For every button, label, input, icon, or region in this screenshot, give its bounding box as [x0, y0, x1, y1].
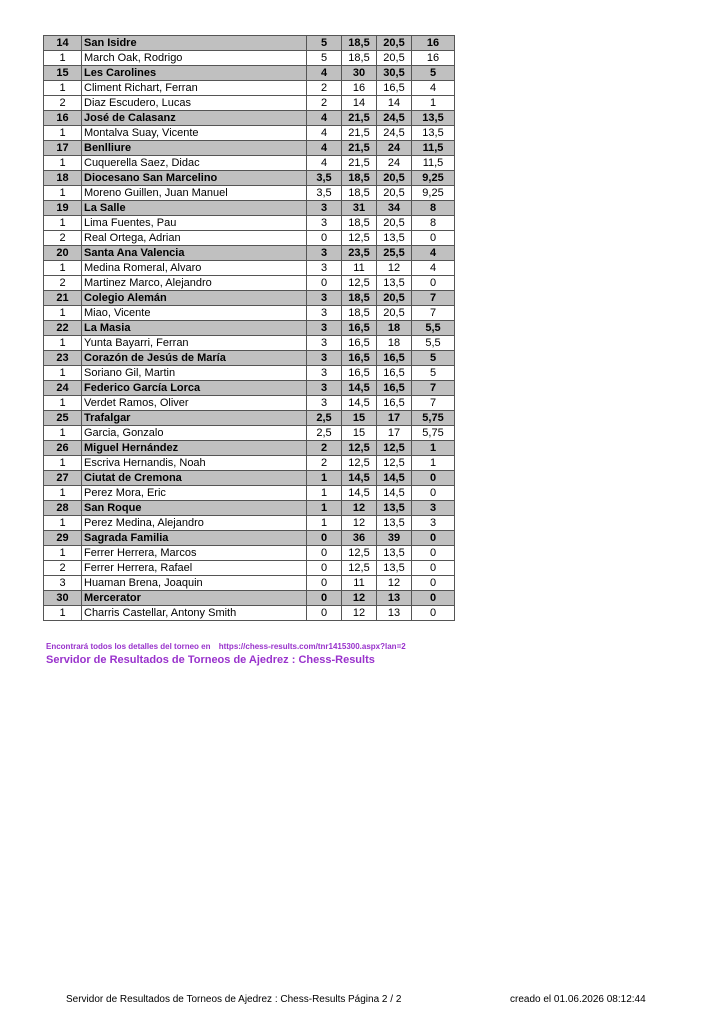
- team-row: [44, 246, 455, 261]
- tiebreak1-cell: 12,5: [342, 546, 377, 561]
- tiebreak1-cell: 21,5: [342, 126, 377, 141]
- tiebreak3-cell: 1: [412, 441, 455, 456]
- name-cell: March Oak, Rodrigo: [82, 51, 307, 66]
- details-text: Encontrará todos los detalles del torneo en: [46, 642, 211, 651]
- points-cell: 2,5: [307, 411, 342, 426]
- tiebreak2-cell: 17: [377, 411, 412, 426]
- tiebreak3-cell: 16: [412, 36, 455, 51]
- name-cell: San Isidre: [82, 36, 307, 51]
- tiebreak2-cell: 34: [377, 201, 412, 216]
- server-link[interactable]: Servidor de Resultados de Torneos de Ajedrez : Chess-Results: [46, 654, 375, 666]
- tiebreak1-cell: 14,5: [342, 396, 377, 411]
- rank-cell: 26: [44, 441, 82, 456]
- points-cell: 0: [307, 276, 342, 291]
- points-cell: 3: [307, 396, 342, 411]
- rank-cell: 2: [44, 276, 82, 291]
- name-cell: Corazón de Jesús de María: [82, 351, 307, 366]
- tiebreak1-cell: 14: [342, 96, 377, 111]
- name-cell: Huaman Brena, Joaquin: [82, 576, 307, 591]
- tiebreak3-cell: 5,5: [412, 336, 455, 351]
- rank-cell: 25: [44, 411, 82, 426]
- tiebreak3-cell: 0: [412, 531, 455, 546]
- tiebreak3-cell: 0: [412, 591, 455, 606]
- tiebreak1-cell: 18,5: [342, 51, 377, 66]
- tiebreak1-cell: 36: [342, 531, 377, 546]
- name-cell: Ferrer Herrera, Rafael: [82, 561, 307, 576]
- points-cell: 3: [307, 216, 342, 231]
- player-row: [44, 546, 455, 561]
- points-cell: 3: [307, 201, 342, 216]
- points-cell: 4: [307, 66, 342, 81]
- name-cell: Cuquerella Saez, Didac: [82, 156, 307, 171]
- points-cell: 3: [307, 306, 342, 321]
- name-cell: Ciutat de Cremona: [82, 471, 307, 486]
- points-cell: 3: [307, 246, 342, 261]
- player-row: [44, 81, 455, 96]
- tiebreak3-cell: 11,5: [412, 156, 455, 171]
- tiebreak3-cell: 13,5: [412, 126, 455, 141]
- tiebreak2-cell: 20,5: [377, 306, 412, 321]
- rank-cell: 2: [44, 561, 82, 576]
- tiebreak1-cell: 16,5: [342, 336, 377, 351]
- tiebreak2-cell: 16,5: [377, 396, 412, 411]
- tiebreak1-cell: 16: [342, 81, 377, 96]
- tiebreak2-cell: 13: [377, 591, 412, 606]
- tiebreak3-cell: 4: [412, 261, 455, 276]
- rank-cell: 18: [44, 171, 82, 186]
- tiebreak3-cell: 5,75: [412, 426, 455, 441]
- player-row: [44, 396, 455, 411]
- rank-cell: 1: [44, 516, 82, 531]
- rank-cell: 3: [44, 576, 82, 591]
- points-cell: 1: [307, 501, 342, 516]
- tiebreak2-cell: 13,5: [377, 501, 412, 516]
- points-cell: 4: [307, 141, 342, 156]
- tiebreak3-cell: 8: [412, 201, 455, 216]
- tiebreak3-cell: 7: [412, 396, 455, 411]
- rank-cell: 1: [44, 216, 82, 231]
- tiebreak3-cell: 0: [412, 471, 455, 486]
- name-cell: Trafalgar: [82, 411, 307, 426]
- tiebreak2-cell: 14,5: [377, 486, 412, 501]
- tiebreak1-cell: 16,5: [342, 351, 377, 366]
- name-cell: San Roque: [82, 501, 307, 516]
- tiebreak2-cell: 20,5: [377, 216, 412, 231]
- tiebreak3-cell: 1: [412, 456, 455, 471]
- team-row: [44, 36, 455, 51]
- tiebreak3-cell: 1: [412, 96, 455, 111]
- name-cell: Sagrada Familia: [82, 531, 307, 546]
- tiebreak2-cell: 16,5: [377, 81, 412, 96]
- tiebreak1-cell: 11: [342, 261, 377, 276]
- points-cell: 2: [307, 96, 342, 111]
- tiebreak3-cell: 0: [412, 561, 455, 576]
- tiebreak3-cell: 0: [412, 606, 455, 621]
- tiebreak3-cell: 0: [412, 231, 455, 246]
- tiebreak3-cell: 3: [412, 516, 455, 531]
- name-cell: Federico García Lorca: [82, 381, 307, 396]
- rank-cell: 20: [44, 246, 82, 261]
- tiebreak1-cell: 21,5: [342, 156, 377, 171]
- rank-cell: 1: [44, 156, 82, 171]
- tiebreak3-cell: 0: [412, 576, 455, 591]
- tiebreak1-cell: 15: [342, 426, 377, 441]
- name-cell: Lima Fuentes, Pau: [82, 216, 307, 231]
- team-row: [44, 141, 455, 156]
- tiebreak2-cell: 14,5: [377, 471, 412, 486]
- name-cell: Charris Castellar, Antony Smith: [82, 606, 307, 621]
- points-cell: 3: [307, 381, 342, 396]
- points-cell: 3: [307, 321, 342, 336]
- points-cell: 4: [307, 156, 342, 171]
- name-cell: Verdet Ramos, Oliver: [82, 396, 307, 411]
- team-row: [44, 66, 455, 81]
- name-cell: Perez Medina, Alejandro: [82, 516, 307, 531]
- tiebreak3-cell: 9,25: [412, 171, 455, 186]
- tiebreak1-cell: 18,5: [342, 186, 377, 201]
- tiebreak1-cell: 18,5: [342, 171, 377, 186]
- tiebreak1-cell: 12,5: [342, 276, 377, 291]
- points-cell: 0: [307, 231, 342, 246]
- points-cell: 0: [307, 576, 342, 591]
- team-row: [44, 201, 455, 216]
- tiebreak1-cell: 14,5: [342, 471, 377, 486]
- points-cell: 0: [307, 531, 342, 546]
- points-cell: 3: [307, 336, 342, 351]
- tiebreak3-cell: 0: [412, 276, 455, 291]
- rank-cell: 1: [44, 396, 82, 411]
- tiebreak1-cell: 12,5: [342, 456, 377, 471]
- player-row: [44, 486, 455, 501]
- points-cell: 2: [307, 441, 342, 456]
- rank-cell: 1: [44, 306, 82, 321]
- tiebreak2-cell: 24: [377, 156, 412, 171]
- team-row: [44, 111, 455, 126]
- points-cell: 0: [307, 561, 342, 576]
- rank-cell: 29: [44, 531, 82, 546]
- tiebreak2-cell: 25,5: [377, 246, 412, 261]
- points-cell: 3: [307, 261, 342, 276]
- tiebreak3-cell: 0: [412, 546, 455, 561]
- name-cell: Medina Romeral, Alvaro: [82, 261, 307, 276]
- rank-cell: 1: [44, 426, 82, 441]
- tiebreak2-cell: 20,5: [377, 51, 412, 66]
- tiebreak1-cell: 16,5: [342, 366, 377, 381]
- rank-cell: 30: [44, 591, 82, 606]
- tiebreak2-cell: 13,5: [377, 276, 412, 291]
- name-cell: Perez Mora, Eric: [82, 486, 307, 501]
- name-cell: Miao, Vicente: [82, 306, 307, 321]
- tiebreak1-cell: 21,5: [342, 141, 377, 156]
- name-cell: Climent Richart, Ferran: [82, 81, 307, 96]
- tiebreak2-cell: 16,5: [377, 381, 412, 396]
- standings-table: [43, 35, 455, 621]
- points-cell: 4: [307, 126, 342, 141]
- name-cell: Benlliure: [82, 141, 307, 156]
- name-cell: Martinez Marco, Alejandro: [82, 276, 307, 291]
- points-cell: 2: [307, 456, 342, 471]
- rank-cell: 19: [44, 201, 82, 216]
- rank-cell: 17: [44, 141, 82, 156]
- tiebreak3-cell: 16: [412, 51, 455, 66]
- tiebreak3-cell: 13,5: [412, 111, 455, 126]
- tiebreak2-cell: 13,5: [377, 546, 412, 561]
- tiebreak2-cell: 24: [377, 141, 412, 156]
- rank-cell: 1: [44, 126, 82, 141]
- name-cell: Colegio Alemán: [82, 291, 307, 306]
- player-row: [44, 216, 455, 231]
- name-cell: Soriano Gil, Martin: [82, 366, 307, 381]
- tiebreak2-cell: 12: [377, 261, 412, 276]
- rank-cell: 1: [44, 546, 82, 561]
- points-cell: 0: [307, 606, 342, 621]
- player-row: [44, 276, 455, 291]
- rank-cell: 1: [44, 186, 82, 201]
- tiebreak2-cell: 12,5: [377, 441, 412, 456]
- tiebreak2-cell: 17: [377, 426, 412, 441]
- tiebreak1-cell: 18,5: [342, 306, 377, 321]
- player-row: [44, 231, 455, 246]
- tiebreak1-cell: 23,5: [342, 246, 377, 261]
- tiebreak1-cell: 11: [342, 576, 377, 591]
- team-row: [44, 501, 455, 516]
- points-cell: 3: [307, 291, 342, 306]
- tiebreak1-cell: 14,5: [342, 486, 377, 501]
- name-cell: Yunta Bayarri, Ferran: [82, 336, 307, 351]
- tiebreak1-cell: 31: [342, 201, 377, 216]
- tiebreak2-cell: 13,5: [377, 516, 412, 531]
- rank-cell: 1: [44, 366, 82, 381]
- tiebreak1-cell: 14,5: [342, 381, 377, 396]
- points-cell: 3,5: [307, 171, 342, 186]
- rank-cell: 28: [44, 501, 82, 516]
- points-cell: 3,5: [307, 186, 342, 201]
- name-cell: Mercerator: [82, 591, 307, 606]
- team-row: [44, 411, 455, 426]
- points-cell: 2,5: [307, 426, 342, 441]
- tiebreak3-cell: 5: [412, 366, 455, 381]
- tiebreak3-cell: 7: [412, 291, 455, 306]
- name-cell: Escriva Hernandis, Noah: [82, 456, 307, 471]
- tiebreak3-cell: 4: [412, 246, 455, 261]
- tiebreak2-cell: 30,5: [377, 66, 412, 81]
- tiebreak1-cell: 12,5: [342, 441, 377, 456]
- page-number: Página 2 / 2: [348, 994, 402, 1005]
- name-cell: Garcia, Gonzalo: [82, 426, 307, 441]
- team-row: [44, 321, 455, 336]
- rank-cell: 1: [44, 486, 82, 501]
- rank-cell: 23: [44, 351, 82, 366]
- player-row: [44, 576, 455, 591]
- tiebreak3-cell: 5: [412, 66, 455, 81]
- points-cell: 5: [307, 36, 342, 51]
- name-cell: Les Carolines: [82, 66, 307, 81]
- tiebreak3-cell: 4: [412, 81, 455, 96]
- team-row: [44, 351, 455, 366]
- points-cell: 3: [307, 351, 342, 366]
- points-cell: 1: [307, 516, 342, 531]
- tiebreak1-cell: 12,5: [342, 231, 377, 246]
- rank-cell: 1: [44, 81, 82, 96]
- player-row: [44, 96, 455, 111]
- tiebreak1-cell: 15: [342, 411, 377, 426]
- player-row: [44, 516, 455, 531]
- player-row: [44, 456, 455, 471]
- tiebreak2-cell: 20,5: [377, 171, 412, 186]
- rank-cell: 1: [44, 51, 82, 66]
- tiebreak1-cell: 18,5: [342, 291, 377, 306]
- tiebreak3-cell: 0: [412, 486, 455, 501]
- tiebreak3-cell: 5: [412, 351, 455, 366]
- points-cell: 0: [307, 591, 342, 606]
- name-cell: Santa Ana Valencia: [82, 246, 307, 261]
- name-cell: Montalva Suay, Vicente: [82, 126, 307, 141]
- tiebreak2-cell: 20,5: [377, 36, 412, 51]
- name-cell: La Salle: [82, 201, 307, 216]
- name-cell: José de Calasanz: [82, 111, 307, 126]
- tiebreak1-cell: 12: [342, 501, 377, 516]
- rank-cell: 21: [44, 291, 82, 306]
- tiebreak2-cell: 16,5: [377, 351, 412, 366]
- tiebreak3-cell: 5,5: [412, 321, 455, 336]
- points-cell: 3: [307, 366, 342, 381]
- team-row: [44, 531, 455, 546]
- name-cell: La Masia: [82, 321, 307, 336]
- tiebreak2-cell: 12,5: [377, 456, 412, 471]
- tiebreak2-cell: 24,5: [377, 111, 412, 126]
- player-row: [44, 366, 455, 381]
- tiebreak1-cell: 18,5: [342, 216, 377, 231]
- name-cell: Real Ortega, Adrian: [82, 231, 307, 246]
- rank-cell: 27: [44, 471, 82, 486]
- name-cell: Moreno Guillen, Juan Manuel: [82, 186, 307, 201]
- tiebreak1-cell: 18,5: [342, 36, 377, 51]
- rank-cell: 15: [44, 66, 82, 81]
- tiebreak2-cell: 12: [377, 576, 412, 591]
- points-cell: 1: [307, 471, 342, 486]
- rank-cell: 2: [44, 231, 82, 246]
- tiebreak2-cell: 39: [377, 531, 412, 546]
- name-cell: Miguel Hernández: [82, 441, 307, 456]
- tiebreak2-cell: 18: [377, 321, 412, 336]
- rank-cell: 1: [44, 336, 82, 351]
- team-row: [44, 171, 455, 186]
- rank-cell: 1: [44, 261, 82, 276]
- tiebreak3-cell: 9,25: [412, 186, 455, 201]
- team-row: [44, 291, 455, 306]
- player-row: [44, 51, 455, 66]
- points-cell: 0: [307, 546, 342, 561]
- tiebreak2-cell: 16,5: [377, 366, 412, 381]
- player-row: [44, 426, 455, 441]
- tiebreak3-cell: 5,75: [412, 411, 455, 426]
- player-row: [44, 186, 455, 201]
- rank-cell: 1: [44, 456, 82, 471]
- name-cell: Diocesano San Marcelino: [82, 171, 307, 186]
- tiebreak2-cell: 24,5: [377, 126, 412, 141]
- tiebreak2-cell: 13,5: [377, 231, 412, 246]
- tiebreak3-cell: 8: [412, 216, 455, 231]
- player-row: [44, 336, 455, 351]
- player-row: [44, 606, 455, 621]
- tiebreak2-cell: 13: [377, 606, 412, 621]
- name-cell: Diaz Escudero, Lucas: [82, 96, 307, 111]
- team-row: [44, 381, 455, 396]
- tiebreak1-cell: 30: [342, 66, 377, 81]
- name-cell: Ferrer Herrera, Marcos: [82, 546, 307, 561]
- page-footer-server: Servidor de Resultados de Torneos de Ajedrez : Chess-Results: [66, 994, 346, 1005]
- points-cell: 2: [307, 81, 342, 96]
- tiebreak1-cell: 16,5: [342, 321, 377, 336]
- tiebreak3-cell: 3: [412, 501, 455, 516]
- details-url-link[interactable]: https://chess-results.com/tnr1415300.aspx?lan=2: [218, 642, 406, 651]
- rank-cell: 22: [44, 321, 82, 336]
- tournament-details-line: [46, 642, 406, 651]
- tiebreak2-cell: 13,5: [377, 561, 412, 576]
- tiebreak3-cell: 7: [412, 306, 455, 321]
- points-cell: 1: [307, 486, 342, 501]
- rank-cell: 16: [44, 111, 82, 126]
- tiebreak1-cell: 12: [342, 516, 377, 531]
- team-row: [44, 591, 455, 606]
- team-row: [44, 441, 455, 456]
- player-row: [44, 261, 455, 276]
- created-timestamp: creado el 01.06.2026 08:12:44: [510, 994, 646, 1005]
- points-cell: 5: [307, 51, 342, 66]
- player-row: [44, 306, 455, 321]
- tiebreak2-cell: 20,5: [377, 186, 412, 201]
- tiebreak1-cell: 12: [342, 591, 377, 606]
- tiebreak2-cell: 18: [377, 336, 412, 351]
- rank-cell: 1: [44, 606, 82, 621]
- tiebreak3-cell: 11,5: [412, 141, 455, 156]
- rank-cell: 14: [44, 36, 82, 51]
- tiebreak2-cell: 14: [377, 96, 412, 111]
- player-row: [44, 561, 455, 576]
- tiebreak1-cell: 21,5: [342, 111, 377, 126]
- points-cell: 4: [307, 111, 342, 126]
- team-row: [44, 471, 455, 486]
- player-row: [44, 126, 455, 141]
- rank-cell: 2: [44, 96, 82, 111]
- rank-cell: 24: [44, 381, 82, 396]
- tiebreak2-cell: 20,5: [377, 291, 412, 306]
- standings-body: [44, 36, 455, 621]
- tiebreak3-cell: 7: [412, 381, 455, 396]
- player-row: [44, 156, 455, 171]
- tiebreak1-cell: 12: [342, 606, 377, 621]
- tiebreak1-cell: 12,5: [342, 561, 377, 576]
